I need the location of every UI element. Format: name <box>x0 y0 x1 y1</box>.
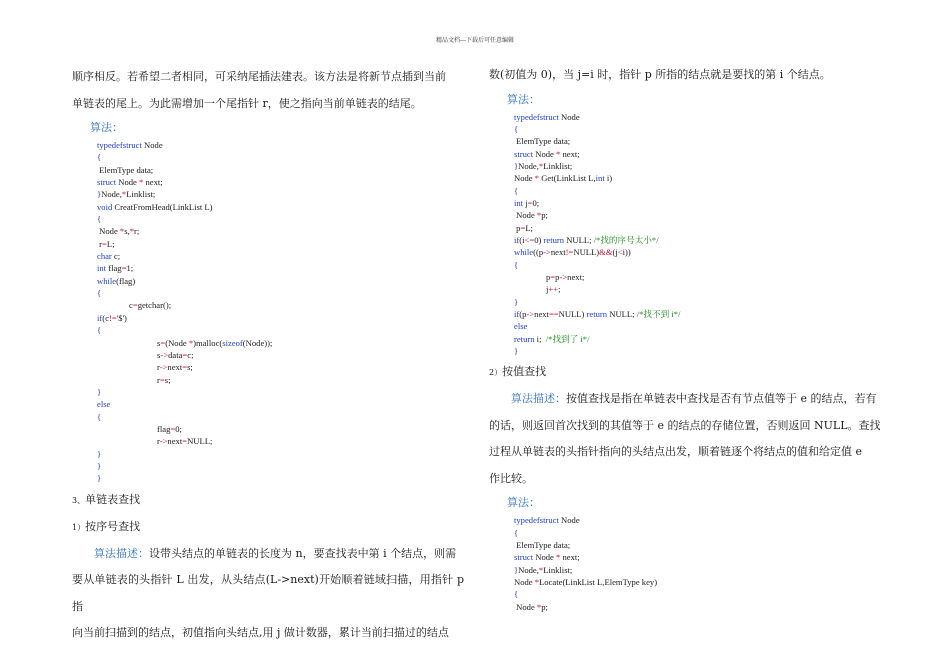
code-line: { <box>97 411 102 422</box>
code-line: r=s; <box>157 374 171 385</box>
continuation-line: 数(初值为 0)，当 j=i 时，指针 p 所指的结点就是要找的第 i 个结点。 <box>489 68 831 81</box>
algorithm-label: 算法： <box>90 121 123 134</box>
algorithm-label-2: 算法： <box>507 496 540 510</box>
code-block-get-by-index <box>489 111 881 358</box>
code-line: Node *p; <box>514 210 548 221</box>
code-line: ElemType data; <box>97 164 154 175</box>
code-line: while(flag) <box>97 275 136 286</box>
code-line: int flag=1; <box>97 263 134 274</box>
algorithm-label: 算法： <box>507 92 540 106</box>
code-line: p=L; <box>514 222 533 233</box>
code-line: { <box>514 259 519 270</box>
code-line: } <box>97 473 102 484</box>
code-line: flag=0; <box>157 423 182 434</box>
code-line: j++; <box>546 284 561 295</box>
code-line: else <box>97 399 111 410</box>
code-line: } <box>97 460 102 471</box>
code-line: Node *Locate(LinkList L,ElemType key) <box>514 577 658 588</box>
code-block-locate-by-value <box>489 514 881 613</box>
code-line: struct Node * next; <box>514 552 580 563</box>
code-line: { <box>514 123 519 134</box>
intro-line-1: 顺序相反。若希望二者相同，可采纳尾插法建表。该方法是将新节点插到当前 <box>72 70 446 83</box>
code-line: { <box>514 527 519 538</box>
description-line-1: 算法描述：设带头结点的单链表的长度为 n，要查找表中第 i 个结点，则需 <box>94 546 457 560</box>
code-line: s->data=c; <box>157 349 194 360</box>
value-description-line-2: 的话，则返回首次找到的其值等于 e 的结点的存储位置，否则返回 NULL。查找 <box>489 418 881 432</box>
intro-line-2: 单链表的尾上。为此需增加一个尾指针 r，使之指向当前单链表的结尾。 <box>72 96 422 110</box>
page-header: 精品文档---下载后可任意编辑 <box>435 37 515 44</box>
code-line: ElemType data; <box>514 136 571 147</box>
description-line-2: 要从单链表的头指针 L 出发，从头结点(L->next)开始顺着链域扫描，用指针 p 指 <box>72 573 464 613</box>
code-line: } <box>97 386 102 397</box>
code-line: } <box>514 346 519 357</box>
code-line: { <box>97 152 102 163</box>
code-line: typedefstruct Node <box>514 111 580 122</box>
code-line: r=L; <box>97 238 115 249</box>
value-description-line-3: 过程从单链表的头指针指向的头结点出发，顺着链逐个将结点的值和给定值 e <box>489 445 863 459</box>
code-line: r->next=NULL; <box>157 436 213 447</box>
code-line: { <box>514 589 519 600</box>
code-line: s=(Node *)malloc(sizeof(Node)); <box>157 337 273 348</box>
right-column <box>489 62 881 613</box>
code-line: Node * Get(LinkList L,int i) <box>514 173 613 184</box>
code-line: struct Node * next; <box>97 177 163 188</box>
code-line: c=getchar(); <box>129 300 172 311</box>
code-line: } <box>514 296 519 307</box>
code-line: { <box>97 214 102 225</box>
subsection-heading-by-index: 1）按序号查找 <box>72 519 141 533</box>
code-line: }Node,*Linklist; <box>514 160 573 171</box>
code-line: while((p->next!=NULL)&&(j<i)) <box>514 247 631 258</box>
code-line: { <box>97 325 102 336</box>
code-line: if(c!='$') <box>97 312 127 323</box>
code-line: Node *s,*r; <box>97 226 140 237</box>
code-line: void CreatFromHead(LinkList L) <box>97 201 213 212</box>
subsection-heading-by-value: 2）按值查找 <box>489 365 547 379</box>
code-line: Node *p; <box>514 601 548 612</box>
code-line: ElemType data; <box>514 540 571 551</box>
code-line: p=p->next; <box>546 271 585 282</box>
value-description-line-4: 作比较。 <box>489 471 533 485</box>
code-line: typedefstruct Node <box>514 515 580 526</box>
code-line: { <box>97 288 102 299</box>
code-line: r->next=s; <box>157 362 193 373</box>
code-line: int j=0; <box>514 197 540 208</box>
code-line: } <box>97 448 102 459</box>
section-heading-search: 3、单链表查找 <box>72 492 141 506</box>
code-block-create-from-tail <box>72 139 464 485</box>
code-line: { <box>514 185 519 196</box>
code-line: typedefstruct Node <box>97 140 163 150</box>
left-column <box>72 64 464 647</box>
code-line: else <box>514 321 528 332</box>
code-line: return i; /*找到了 i*/ <box>514 333 590 344</box>
code-line: if(i<=0) return NULL; /*找的序号太小*/ <box>514 234 659 245</box>
description-line-3: 向当前扫描到的结点，初值指向头结点,用 j 做计数器，累计当前扫描过的结点 <box>72 626 449 640</box>
code-line: if(p->next==NULL) return NULL; /*找不到 i*/ <box>514 309 681 319</box>
code-line: }Node,*Linklist; <box>514 564 573 575</box>
value-description-line-1: 算法描述：按值查找是指在单链表中查找是否有节点值等于 e 的结点，若有 <box>511 392 877 406</box>
code-line: }Node,*Linklist; <box>97 189 156 200</box>
code-line: struct Node * next; <box>514 148 580 159</box>
code-line: char c; <box>97 251 121 262</box>
